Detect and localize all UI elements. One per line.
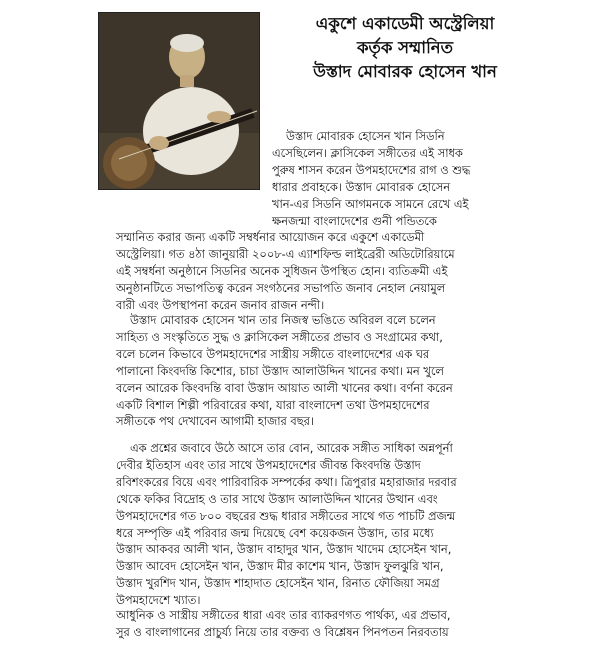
text-line: রবিশংকরের বিয়ে এবং পারিবারিক সম্পর্কের কথা। ত্রিপুরার মহারাজার দরবার xyxy=(116,474,457,489)
portrait-photo xyxy=(98,12,260,190)
text-line: থেকে ফকির বিদ্রোহ ও তার সাথে উস্তাদ আলাউদ্দিন খানের উত্থান এবং xyxy=(116,491,438,506)
text-line: উস্তাদ মোবারক হোসেন খান তার নিজস্ব ভঙিতে অবিরল বলে চলেন xyxy=(130,313,436,327)
text-line: সাহিত্য ও সংস্কৃতিতে সুদ্ধ ও ক্লাসিকেল সঙ্গীতের প্রভাব ও সংগ্রামের কথা, xyxy=(116,329,443,344)
text-line: উপমহাদেশে খ্যাত। xyxy=(116,593,201,608)
text-line: দেবীর ইতিহাস এবং তার সাথে উপমহাদেশের জীবন্ত কিংবদন্তি উস্তাদ xyxy=(116,457,421,472)
text-line: এক প্রশ্নের জবাবে উঠে আসে তার বোন, আরেক সঙ্গীত সাধিকা অন্নপূর্না xyxy=(130,441,453,455)
article-title xyxy=(262,12,548,84)
text-line: ধরে সম্পৃক্তি এই পরিবার জন্ম দিয়েছে বেশ কয়েকজন উস্তাদ, তার মধ্যে xyxy=(116,525,434,540)
text-line: বলেন আরেক কিংবদন্তি বাবা উস্তাদ আয়াত আলী খানের কথা। বর্ণনা করেন xyxy=(116,380,453,395)
title-line-2: কর্তৃক সম্মানিত xyxy=(356,38,454,57)
text-line: বারী এবং উপস্থাপনা করেন জনাব রাজন নন্দী। xyxy=(116,297,325,312)
paragraph-1-bottom xyxy=(116,229,542,314)
text-line: ধারার প্রবাহকে। উস্তাদ মোবারক হোসেন xyxy=(272,179,451,194)
text-line: আধুনিক ও সাস্ত্রীয় সঙ্গীতের ধারা এবং তার ব্যাকরণগত পার্থক্য, এর প্রভাব, xyxy=(116,608,451,622)
text-line: একটি বিশাল শিল্পী পরিবারের কথা, যারা বাংলাদেশ তথা উপমহাদেশের xyxy=(116,397,430,412)
title-line-1: একুশে একাডেমী অস্ট্রেলিয়া xyxy=(315,14,495,33)
text-line: উস্তাদ আবেদ হোসেইন খান, উস্তাদ মীর কাশেম খান, উস্তাদ ফুলঝুরি খান, xyxy=(116,559,444,574)
text-line: বলে চলেন কিভাবে উপমহাদেশের সাস্ত্রীয় সঙ্গীতে বাংলাদেশের এক ঘর xyxy=(116,346,430,361)
text-line: সঙ্গীতকে পথ দেখাবেন আগামী হাজার বছর। xyxy=(116,414,315,429)
text-line: পালানো কিংবদন্তি কিশোর, চাচা উস্তাদ আলাউদ্দিন খানের কথা। মন খুলে xyxy=(116,363,444,378)
paragraph-2 xyxy=(116,312,542,430)
text-line: সম্মানিত করার জন্য একটি সম্বর্ধনার আয়োজন করে একুশে একাডেমী xyxy=(116,230,425,244)
text-line: সুর ও বাংলাগানের প্রাচুর্য্য নিয়ে তার বক্তব্য ও বিশ্লেষন পিনপতন নিরবতায় xyxy=(116,624,449,639)
paragraph-1-top xyxy=(272,128,542,229)
text-line: উপমহাদেশের গত ৮০০ বছরের শুদ্ধ ধারার সঙ্গীতের সাথে গত পাচটি প্রজন্ম xyxy=(116,508,456,523)
text-line: পুরুষ শাসন করেন উপমহাদেশের রাগ ও শুদ্ধ xyxy=(272,162,471,177)
title-line-3: উস্তাদ মোবারক হোসেন খান xyxy=(313,62,497,81)
text-line: উস্তাদ আকবর আলী খান, উস্তাদ বাহাদুর খান, উস্তাদ খাদেম হোসেইন খান, xyxy=(116,542,452,557)
text-line: এসেছিলেন। ক্লাসিকেল সঙ্গীতের এই সাধক xyxy=(272,145,463,160)
text-line: ক্ষনজন্মা বাংলাদেশের গুনী পন্ডিতকে xyxy=(272,213,437,228)
paragraph-3 xyxy=(116,440,542,609)
text-line: এই সম্বর্ধনা অনুষ্ঠানে সিডনির অনেক সুধিজন উপস্থিত হোন। ব্যতিক্রমী এই xyxy=(116,263,448,278)
paragraph-4 xyxy=(116,607,542,641)
text-line: খান-এর সিডনি আগমনকে সামনে রেখে এই xyxy=(272,196,469,211)
sitar-player-illustration xyxy=(99,13,260,190)
text-line: অস্ট্রেলিয়া। গত ৪ঠা জানুয়ারী ২০০৮-এ এ্যাশফিল্ড লাইব্রেরী অডিটোরিয়ামে xyxy=(116,246,455,261)
text-line: উস্তাদ মোবারক হোসেন খান সিডনি xyxy=(286,129,445,143)
text-line: অনুষ্ঠানটিতে সভাপতিত্ব করেন সংগঠনের সভাপতি জনাব নেহাল নেয়ামুল xyxy=(116,280,446,295)
text-line: উস্তাদ খুরশিদ খান, উস্তাদ শাহাদাত হোসেইন খান, রিনাত ফৌজিয়া সমগ্র xyxy=(116,576,440,591)
